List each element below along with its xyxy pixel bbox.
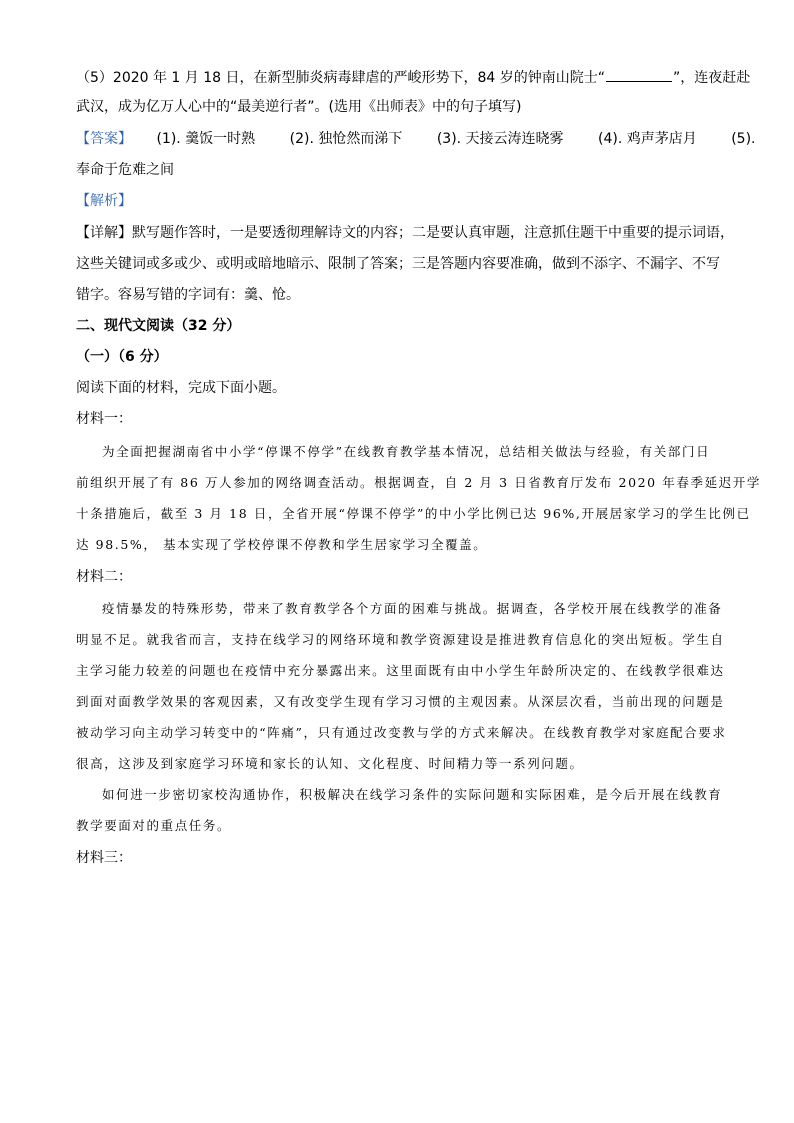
detail-tag: 【详解】 xyxy=(76,225,132,241)
analysis-tag: 【解析】 xyxy=(76,193,132,209)
instruction-text: 阅读下面的材料，完成下面小题。 xyxy=(76,380,286,396)
question-5-prefix: （5）2020 年 1 月 18 日，在新型肺炎病毒肆虐的严峻形势下，84 岁的钟南山院士“ xyxy=(76,70,606,86)
answer-item-5: (5). xyxy=(731,131,756,147)
question-5-line-2: 武汉，成为亿万人心中的“最美逆行者”。(选用《出师表》中的句子填写) xyxy=(76,99,522,115)
material-2-line-7: 如何进一步密切家校沟通协作，积极解决在线学习条件的实际问题和实际困难，是今后开展在线教育 xyxy=(102,787,723,802)
material-1-line-2: 前组织开展了有 86 万人参加的网络调查活动。根据调查，自 2 月 3 日省教育厅发布 2020 年春季延迟开学 xyxy=(76,475,762,490)
answer-item-4: (4). 鸡声茅店月 xyxy=(598,131,697,147)
material-2-line-3: 主学习能力较差的问题也在疫情中充分暴露出来。这里面既有由中小学生年龄所决定的、在线教学很难达 xyxy=(76,663,725,678)
analysis-detail-line-1 xyxy=(76,223,734,243)
material-2-line-1: 疫情暴发的特殊形势，带来了教育教学各个方面的困难与挑战。据调查，各学校开展在线教学的准备 xyxy=(102,601,723,616)
answer-item-3: (3). 天接云涛连晓雾 xyxy=(436,131,564,147)
question-5-line-1 xyxy=(76,67,751,88)
answer-item-2: (2). 独怆然而涕下 xyxy=(289,131,403,147)
section-title: 二、现代文阅读（32 分） xyxy=(76,318,241,334)
material-1-line-1: 为全面把握湖南省中小学“停课不停学”在线教育教学基本情况，总结相关做法与经验，有关部门日 xyxy=(102,444,711,459)
material-2-line-6: 很高，这涉及到家庭学习环境和家长的认知、文化程度、时间精力等一系列问题。 xyxy=(76,756,584,771)
answer-tag: 【答案】 xyxy=(76,131,132,147)
analysis-detail-line-3: 错字。容易写错的字词有：羹、怆。 xyxy=(76,287,300,303)
material-2-line-8: 教学要面对的重点任务。 xyxy=(76,818,232,833)
subsection-title: （一）（6 分） xyxy=(76,349,168,365)
answer-continuation: 奉命于危难之间 xyxy=(76,162,174,178)
material-2-line-2: 明显不足。就我省而言，支持在线学习的网络环境和教学资源建设是推进教育信息化的突出短板。学生自 xyxy=(76,632,725,647)
material-1-line-4: 达 98.5%， 基本实现了学校停课不停教和学生居家学习全覆盖。 xyxy=(76,537,488,552)
material-3-label: 材料三： xyxy=(76,850,132,866)
question-5-suffix: ”，连夜赶赴 xyxy=(673,70,751,86)
material-2-line-4: 到面对面教学效果的客观因素，又有改变学生现有学习习惯的主观因素。从深层次看，当前出现的问题是 xyxy=(76,694,725,709)
detail-text-1: 默写题作答时，一是要透彻理解诗文的内容；二是要认真审题，注意抓住题干中重要的提示词语， xyxy=(132,225,734,241)
material-1-line-3: 十条措施后，截至 3 月 18 日，全省开展“停课不停学”的中小学比例已达 96%,开展居家学习的学生比例已 xyxy=(76,506,751,521)
answer-blank xyxy=(606,67,672,82)
answer-line xyxy=(76,129,756,149)
material-2-label: 材料二： xyxy=(76,569,132,585)
answer-item-1: (1). 羹饭一时熟 xyxy=(156,131,256,147)
analysis-detail-line-2: 这些关键词或多或少、或明或暗地暗示、限制了答案；三是答题内容要准确，做到不添字、不漏字、不写 xyxy=(76,256,720,272)
material-1-label: 材料一： xyxy=(76,411,132,427)
material-2-line-5: 被动学习向主动学习转变中的“阵痛”，只有通过改变教与学的方式来解决。在线教育教学对家庭配合要求 xyxy=(76,725,727,740)
